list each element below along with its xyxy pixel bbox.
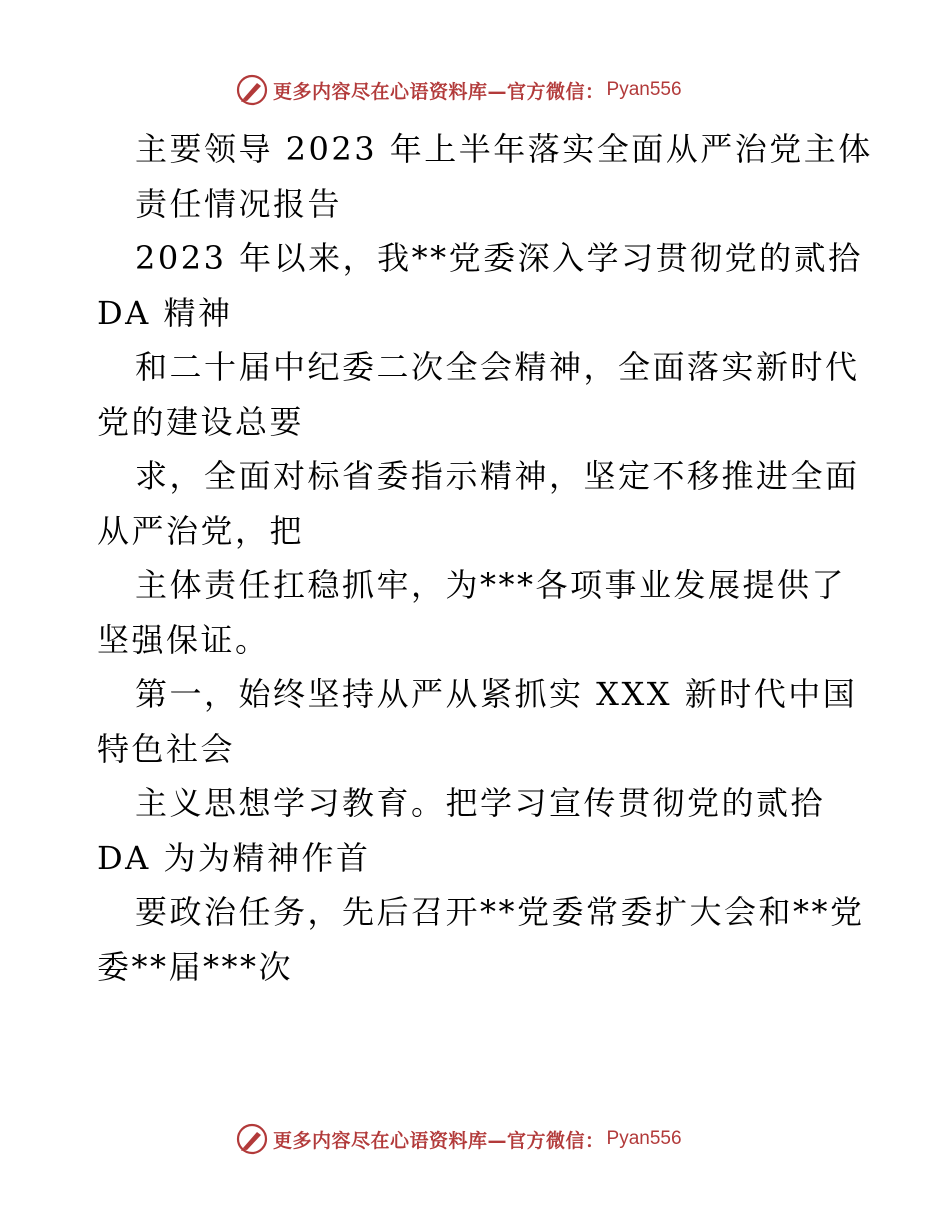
title-line-1: 主要领导 2023 年上半年落实全面从严治党主体 (135, 130, 873, 168)
watermark-text: 更多内容尽在心语资料库—官方微信： (273, 80, 605, 103)
pen-logo-icon (235, 1122, 269, 1156)
paragraph-line: 委**届***次 (97, 947, 294, 986)
paragraph-line: 和二十届中纪委二次全会精神，全面落实新时代 (135, 348, 860, 386)
paragraph-line: 主义思想学习教育。把学习宣传贯彻党的贰拾 (135, 784, 826, 822)
paragraph-line: 坚强保证。 (97, 620, 270, 659)
watermark-wechat-id: Pyan556 (606, 1128, 682, 1149)
paragraph-line: 特色社会 (97, 729, 236, 768)
paragraph-line: 主体责任扛稳抓牢，为***各项事业发展提供了 (135, 566, 847, 604)
paragraph-line: 求，全面对标省委指示精神，坚定不移推进全面 (135, 457, 860, 495)
paragraph-line: 2023 年以来，我**党委深入学习贯彻党的贰拾 (135, 239, 863, 277)
paragraph-line: DA 为为精神作首 (97, 838, 371, 877)
paragraph-line: 第一，始终坚持从严从紧抓实 XXX 新时代中国 (135, 675, 858, 713)
watermark-wechat-id: Pyan556 (606, 79, 682, 100)
header-watermark (235, 73, 682, 107)
document-body (97, 122, 897, 994)
watermark-text: 更多内容尽在心语资料库—官方微信： (273, 1129, 605, 1152)
paragraph-line: DA 精神 (97, 293, 233, 332)
paragraph-line: 从严治党，把 (97, 511, 305, 550)
pen-logo-icon (235, 73, 269, 107)
paragraph-line: 党的建设总要 (97, 402, 305, 441)
footer-watermark (235, 1122, 682, 1156)
paragraph-line: 要政治任务，先后召开**党委常委扩大会和**党 (135, 893, 865, 931)
title-line-2: 责任情况报告 (135, 184, 343, 223)
